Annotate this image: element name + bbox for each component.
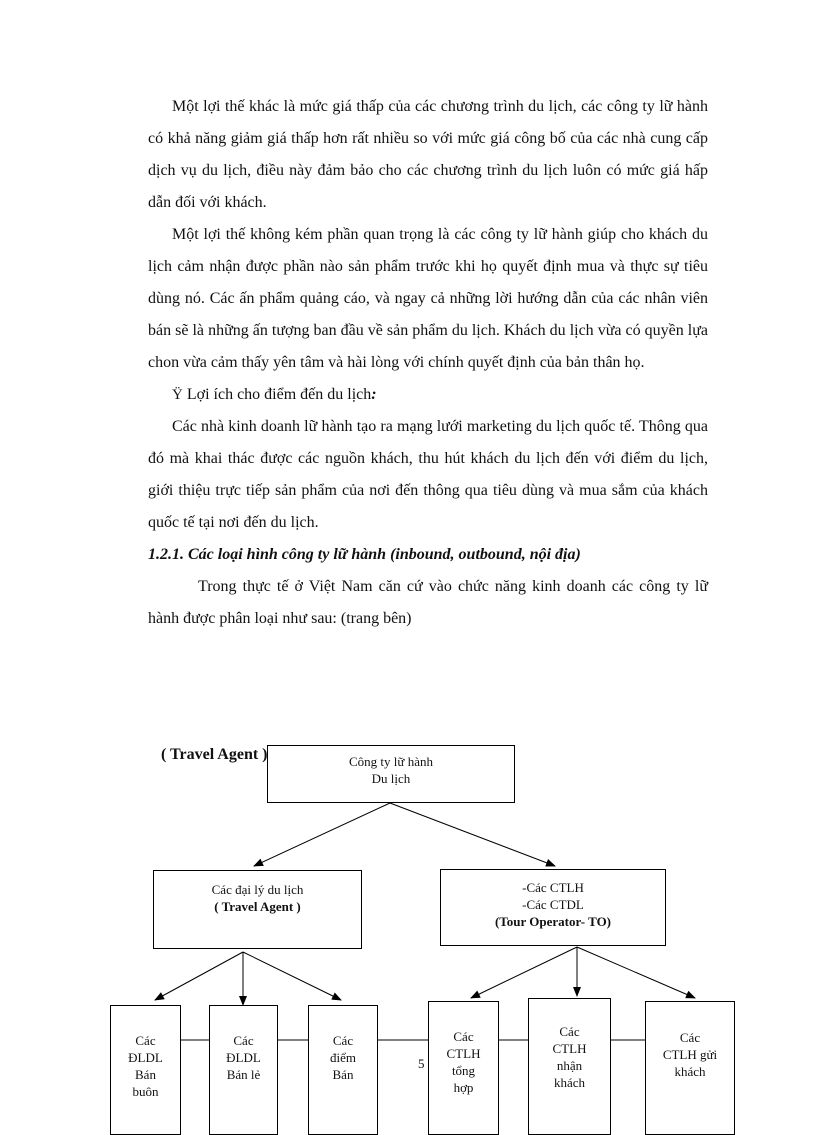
arrow-operators-leaf6 — [577, 947, 695, 998]
leaf2-line-3: Bán lẻ — [226, 1067, 261, 1082]
arrow-root-agents — [254, 803, 390, 866]
paragraph-classification: Trong thực tế ở Việt Nam căn cứ vào chức năng kinh doanh các công ty lữ hành được phân loại như sau: (trang bên) — [148, 578, 708, 627]
paragraph-product-preview: Một lợi thế không kém phần quan trọng là các công ty lữ hành giúp cho khách du lịch cảm nhận được phần nào sản phẩm trước khi họ quyết định mua và thực sự tiêu dùng nó. Các ấn phẩm quảng cáo, và ngay cả những lời hướng dẫn của các nhân viên bán sẽ là những ấn tượng ban đầu về sản phẩm du lịch. Khách du lịch vừa có quyền lựa chon vừa cảm thấy yên tâm và hài lòng với chính quyết định của bản thân họ. — [148, 226, 708, 371]
paragraph-low-price: Một lợi thế khác là mức giá thấp của các chương trình du lịch, các công ty lữ hành có khả năng giảm giá thấp hơn rất nhiều so với mức giá công bố của các nhà cung cấp dịch vụ du lịch, điều này đảm bảo cho các chương trình du lịch luôn có mức giá hấp dẫn đối với khách. — [148, 98, 708, 211]
leaf1-line-3: Bán — [135, 1067, 156, 1082]
leaf-sales-points — [308, 1005, 378, 1135]
bullet-icon: Ÿ — [172, 387, 183, 403]
leaf-retail-agents — [209, 1005, 278, 1135]
leaf2-line-1: Các — [233, 1033, 254, 1048]
travel-agent-side-label: ( Travel Agent ) — [161, 746, 267, 763]
leaf1-line-2: ĐLDL — [128, 1050, 163, 1065]
agents-line-2: ( Travel Agent ) — [214, 899, 301, 914]
operators-line-1: -Các CTLH — [522, 880, 584, 895]
leaf3-line-2: điểm — [330, 1050, 356, 1065]
leaf3-line-1: Các — [332, 1033, 354, 1048]
leaf4-line-4: hợp — [453, 1080, 474, 1095]
arrow-agents-leaf1 — [155, 952, 243, 1000]
leaf-inbound-operators — [528, 998, 611, 1135]
leaf5-line-4: khách — [553, 1075, 586, 1090]
travel-agents-box — [153, 870, 362, 949]
leaf-wholesale-agents — [110, 1005, 181, 1135]
leaf1-line-4: buôn — [132, 1084, 159, 1099]
bullet-colon: : — [371, 386, 377, 403]
leaf1-line-1: Các — [135, 1033, 156, 1048]
bullet-text: Lợi ích cho điểm đến du lịch — [186, 386, 372, 403]
operators-line-2: -Các CTDL — [522, 897, 584, 912]
tour-operators-box — [440, 869, 666, 946]
paragraph-marketing-network: Các nhà kinh doanh lữ hành tạo ra mạng lưới marketing du lịch quốc tế. Thông qua đó mà khai thác được các nguồn khách, thu hút khách du lịch đến với điểm du lịch, giới thiệu trực tiếp sản phẩm của nơi đến thông qua tiêu dùng và mua sắm của khách quốc tế tại nơi đến du lịch. — [148, 418, 708, 531]
leaf4-line-1: Các — [453, 1029, 474, 1044]
leaf5-line-3: nhận — [556, 1058, 583, 1073]
leaf6-line-3: khách — [674, 1064, 706, 1079]
leaf4-line-2: CTLH — [446, 1046, 481, 1061]
root-box — [267, 745, 515, 803]
leaf-outbound-operators — [645, 1001, 735, 1135]
leaf3-line-3: Bán — [332, 1067, 354, 1082]
leaf4-line-3: tổng — [451, 1063, 476, 1078]
leaf-general-operators — [428, 1001, 499, 1135]
section-heading: 1.2.1. Các loại hình công ty lữ hành (inbound, outbound, nội địa) — [148, 546, 581, 563]
arrow-root-operators — [390, 803, 555, 866]
leaf5-line-2: CTLH — [552, 1041, 587, 1056]
page-number: 5 — [418, 1056, 425, 1071]
root-line-1: Công ty lữ hành — [349, 754, 433, 769]
agents-line-1: Các đại lý du lịch — [211, 882, 304, 897]
leaf5-line-1: Các — [559, 1024, 580, 1039]
operators-line-3: (Tour Operator- TO) — [494, 914, 612, 929]
leaf2-line-2: ĐLDL — [226, 1050, 261, 1065]
arrow-operators-leaf4 — [471, 947, 577, 998]
leaf6-line-2: CTLH gửi — [662, 1047, 718, 1062]
root-line-2: Du lịch — [371, 771, 411, 786]
leaf6-line-1: Các — [679, 1030, 701, 1045]
arrow-agents-leaf3 — [243, 952, 341, 1000]
